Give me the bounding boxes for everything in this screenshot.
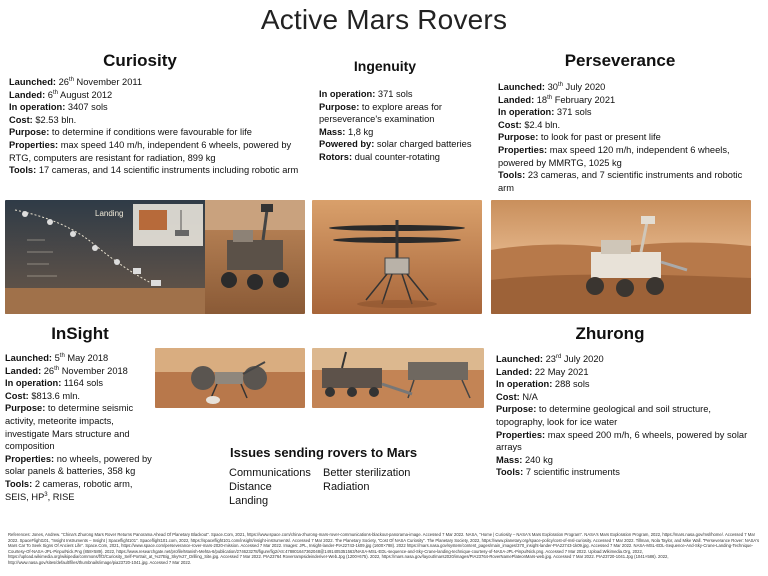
perseverance-image xyxy=(491,200,751,314)
perseverance-name: Perseverance xyxy=(564,51,676,70)
issues-list-2 xyxy=(323,466,453,494)
ingenuity-name: Ingenuity xyxy=(353,58,417,74)
insight-image xyxy=(155,348,305,408)
landing-diagram-label: Landing xyxy=(95,209,124,218)
ingenuity-image xyxy=(312,200,482,314)
curiosity-name: Curiosity xyxy=(103,51,177,70)
issue-item: Communications xyxy=(229,467,311,479)
issue-item: Radiation xyxy=(323,481,370,493)
curiosity-landing-image xyxy=(5,200,305,314)
page-title: Active Mars Rovers xyxy=(260,4,508,35)
zhurong-name: Zhurong xyxy=(575,324,645,343)
issue-item: Better sterilization xyxy=(323,467,411,479)
issue-item: Landing xyxy=(229,495,269,507)
perseverance-info: Launched: 30th July 2020 Landed: 18th February 2021 In operation: 371 sols Cost: $2.4 bln. Purpose: to look for past or present life Properties: max speed 120 m/h, independent 6 wheels, powered by MMRTG, 1025 kg Tools: 23 cameras, and 7 scientific instruments and robotic arm xyxy=(498,81,743,193)
zhurong-image xyxy=(312,348,484,408)
issues-list-1 xyxy=(229,466,329,508)
references: References: Jones, Andrew. "China's Zhurong Mars Rover Returns Panorama Ahead Of Planetary Blackout". Space.Com, 2021, https://www.space.com/china-zhurong-mars-rover-communications-blackout-panorama-image. Accessed 7 Mar 2022. NASA, "Home | Curiosity – NASA's Mars Exploration Program". NASA's Mars Exploration Program, 2022, https://mars.nasa.gov/msl/home/. Accessed 7 Mar 2022. SpaceFlight101, "Insight Instruments – Insight | Spaceflight101". Spaceflight101.com, 2022, https://spaceflight101.com/insight/insight-instruments/. Accessed 7 Mar 2022. The Planetary Society, "Cost Of NASA Curiosity". The Planetary Society, 2022, https://www.planetary.org/space-policy/cost-of-msl-curiosity. Accessed 7 Mar 2022. Tillman, Nola Taylor, and Mike Wall. "Perseverance Rover: NASA's Mars Car To Seek Signs Of Ancient Life". Space.Com, 2021, https://www.space.com/perseverance-rover-mars-2020-mission. Accessed 7 Mar 2022. Images: JPL, Insight-lander-PIA22743-1k09.jpg (1600×788). 2022 https://mars.nasa.gov/system/content_pages/main_images/370_insight-lander-PIA22743-1k09.jpg. Accessed 7 Mar 2022. NASA-MSL-EDL-Sequence-And-Sky-Crane-Landing-Technique-Courtesy-Of-NASA-JPL-Pinpu/Nick.Png (858×589). 2022, https://www.researchgate.net/profile/Manish-Mehta-6/publication/274623278/figure/fig2/AS:478801647362048@1491405351563/NASA-MSL-EDL-sequence-and-Sky-Crane-landing-technique-courtesy-of-NASA-JPL-Pinpu/Nick.png. Accessed 7 Mar 2022. Upload.Wikimedia.Org, 2022, https://upload.wikimedia.org/wikipedia/commons/f/f3/Curiosity_Self-Portrait_at_%27Big_Sky%27_Drilling_Site.jpg. Accessed 7 Mar 2022. PIA23764 Roverrampsideinderiver-Web.Jpg (1200×675). 2022, https://mars.nasa.gov/layout/mars2020/images/PIA23764-RoverNamePlateonMars-web.jpg. Accessed 7 Mar 2022. PIA23720-1041.Jpg (1041×586). 2022, http://www.nasa.gov/sites/default/files/thumbnails/image/pia23720-1041.jpg. Accessed 7 Mar 2022. xyxy=(8,532,760,565)
issue-item: Distance xyxy=(229,481,272,493)
zhurong-info: Launched: 23rd July 2020 Landed: 22 May 2021 In operation: 288 sols Cost: N/A Purpose: to determine geological and soil structure, topography, look for ice water Properties: max speed 200 m/h, 6 wheels, powered by solar arrays Mass: 240 kg Tools: 7 scientific instruments xyxy=(496,353,748,478)
issues-title: Issues sending rovers to Mars xyxy=(230,445,418,460)
insight-name: InSight xyxy=(51,324,109,343)
curiosity-info: Launched: 26th November 2011 Landed: 6th August 2012 In operation: 3407 sols Cost: $2.53 bln. Purpose: to determine if conditions were favourable for life Properties: max speed 140 m/h, independent 6 wheels, powered by RTG, computers are resistant for radiation, 899 kg Tools: 17 cameras, and 14 scientific instruments including robotic arm xyxy=(9,76,299,176)
insight-info: Launched: 5th May 2018 Landed: 26th November 2018 In operation: 1164 sols Cost: $813.6 mln. Purpose: to determine seismic activity, meteorite impacts, investigate Mars structure and composition Properties: no wheels, powered by solar panels & batteries, 358 kg Tools: 2 cameras, robotic arm, SEIS, $HP^3$, RISE xyxy=(5,352,152,502)
ingenuity-info: In operation: 371 sols Purpose: to explore areas for perseverance's examination Mass: 1,8 kg Powered by: solar charged batteries Rotors: dual counter-rotating xyxy=(319,89,472,162)
